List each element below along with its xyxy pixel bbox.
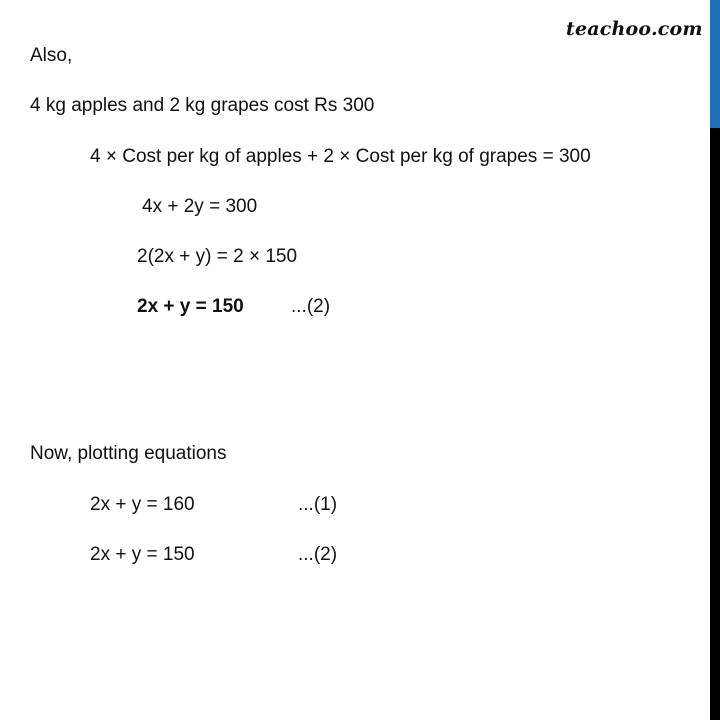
plot-equation-1: 2x + y = 160 — [90, 494, 195, 515]
scrollbar-lower-region[interactable] — [710, 128, 720, 720]
plotting-heading: Now, plotting equations — [30, 443, 227, 464]
teachoo-logo: teachoo.com — [566, 18, 703, 40]
plot-equation-2: 2x + y = 150 — [90, 544, 195, 565]
equation-b: 2(2x + y) = 2 × 150 — [137, 246, 298, 267]
scrollbar-track[interactable] — [710, 0, 720, 720]
equation-c-tag: ...(2) — [291, 296, 331, 317]
also-text: Also, — [30, 45, 73, 66]
equation-c: 2x + y = 150 — [137, 296, 244, 317]
plot-equation-1-tag: ...(1) — [298, 494, 338, 515]
statement-text: 4 kg apples and 2 kg grapes cost Rs 300 — [30, 95, 375, 116]
scrollbar-thumb[interactable] — [710, 0, 720, 128]
plot-equation-2-tag: ...(2) — [298, 544, 338, 565]
equation-a: 4x + 2y = 300 — [142, 196, 258, 217]
equation-words: 4 × Cost per kg of apples + 2 × Cost per kg of grapes = 300 — [90, 146, 591, 167]
